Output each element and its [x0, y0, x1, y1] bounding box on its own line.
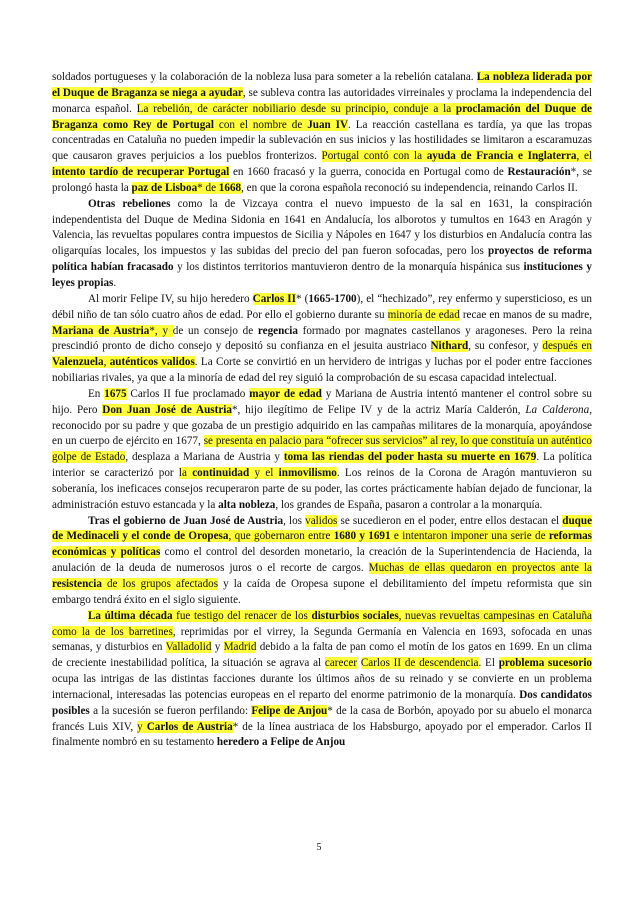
text-run: La Calderona [525, 403, 590, 416]
highlighted-text: , el [576, 150, 592, 163]
highlighted-text: intento tardío de recuperar Portugal [52, 166, 230, 179]
text-run: de un consejo de [172, 324, 258, 337]
highlighted-text: Muchas de ellas quedaron en proyectos ante la [368, 562, 592, 575]
text-run: y la caída de Oropesa supone el debilitamiento del ímpetu reformista que sin embargo tendrá éxito en el siglo siguiente. [52, 578, 593, 606]
text-run: y los distintos territorios mantuvieron dentro de la monarquía hispánica sus [173, 261, 524, 274]
text-run: . [113, 276, 117, 289]
highlighted-text: continuidad [192, 467, 250, 480]
page-number: 5 [316, 842, 322, 853]
text-run: *, se prolongó hasta la [52, 166, 593, 194]
text-run: . La política interior se caracterizó por [52, 451, 592, 480]
highlighted-text: resistencia [52, 578, 102, 590]
text-run: Al morir Felipe IV, su hijo heredero [88, 292, 253, 305]
text-run: instituciones y leyes propias [52, 261, 592, 289]
highlighted-text: paz de Lisboa [131, 181, 198, 194]
highlighted-text: se presenta en palacio para “ofrecer sus servicios” al rey, lo que constituía un auténtico golpe de Estado [52, 435, 592, 464]
highlighted-text: con el nombre de [213, 118, 308, 131]
highlighted-text: Portugal contó con la [321, 150, 427, 163]
highlighted-text: 1675 [104, 387, 127, 400]
text-run: en 1660 fracasó y la guerra, conocida en Portugal como de [229, 166, 508, 179]
text-run: Dos candidatos posibles [52, 688, 592, 717]
highlighted-text: problema sucesorio [498, 657, 592, 670]
text-run: como la de Vizcaya contra el nuevo impuesto de la sal en 1631, la conspiración independentista del Duque de Medina Sidonia en 1641 en Andalucía, los alborotos y tumultos en 1643 en Aragón y Valencia, las revueltas populares contra impuestos de Sicilia y Nápoles en 1647 y los disturbios en Andalucía contra las oligarquías locales, los impuestos y las subidas del precio del pan fueron sofocadas, pero los [52, 197, 593, 258]
text-run: * de la casa de Borbón, apoyado por su abuelo el monarca francés Luis XIV, [52, 704, 592, 733]
text-run: En [88, 387, 105, 400]
text-run: , los [283, 514, 306, 527]
text-run: . Los reinos de la Corona de Aragón mantuvieron su soberanía, los ineficaces consejos recuperaron parte de su poder, las cortes prácticamente habían dejado de funcionar, la administración estuvo estancada y la [52, 467, 592, 511]
text-run: * ( [295, 292, 309, 305]
text-run: , su confesor, y [468, 340, 543, 353]
highlighted-text: reformas económicas y políticas [52, 530, 593, 559]
highlighted-text: La nobleza liderada por el Duque de Braganza se niega a ayudar [52, 71, 592, 99]
text-run: Restauración [507, 166, 571, 179]
highlighted-text: Valenzuela [52, 356, 104, 369]
highlighted-text: inmovilismo [278, 467, 337, 480]
highlighted-text: validos [305, 514, 338, 527]
highlighted-text: La rebelión, de carácter nobiliario desde su principio, conduje a la [136, 102, 456, 115]
text-run: debido a la falta de pan como el motín de los gatos en 1699. En un clima de creciente inestabilidad política, la situación se agrava al [52, 641, 593, 670]
paragraph [52, 609, 592, 752]
highlighted-text: Valladolid [165, 641, 212, 654]
text-run: * de la línea austriaca de los Habsburgo, apoyado por el emperador. Carlos II finalmente nombró en su testamento [52, 720, 592, 749]
highlighted-text: Carlos II de descendencia [360, 657, 479, 670]
text-run: proyectos de reforma política habían fracasado [52, 245, 592, 274]
highlighted-text: Madrid [223, 641, 257, 654]
text-run: heredero a Felipe de Anjou [216, 736, 346, 749]
text-run: ), el “hechizado”, rey enfermo y supersticioso, es un débil niño de tan sólo cuatro años de edad. Por ello el gobierno durante su [52, 292, 592, 321]
highlighted-text: fue testigo del renacer de los [172, 609, 312, 622]
text-run: . El [478, 657, 499, 670]
highlighted-text: de los grupos afectados [101, 578, 219, 590]
highlighted-text: , nuevas revueltas campesinas en Cataluña como la de los barretines [52, 609, 592, 638]
text-run: . La reacción castellana es tardía, ya que las tropas concentradas en Cataluña no pueden impedir la sublevación en sus inicios y las hostilidades se limitaron a escaramuzas que causaron graves perjuicios a los pueblos fronterizos. [52, 118, 592, 163]
highlighted-text: * de [197, 181, 219, 194]
highlighted-text: y el [249, 467, 279, 480]
text-run: . La Corte se convirtió en un hervidero de intrigas y luchas por el poder entre facciones nobiliarias rivales, ya que a la minoría de edad del rey siguió la comprobación de su escasa capacidad intelectual. [52, 356, 592, 385]
highlighted-text: e intentaron imponer una serie de [390, 530, 549, 543]
paragraph [52, 70, 592, 197]
highlighted-text: mayor de edad [249, 387, 322, 400]
text-run: formado por magnates castellanos y aragoneses. Pero la reina prescindió pronto de dicho consejo y depositó su confianza en el jesuita austriaco [52, 324, 593, 353]
text-run: como el control del desorden monetario, la creación de la Superintendencia de Hacienda, la anulación de la deuda de numerosos juros o el recorte de cargos. [52, 546, 592, 575]
highlighted-text: Felipe de Anjou [251, 704, 328, 717]
text-run: regencia [257, 324, 298, 337]
body-text [52, 70, 592, 751]
highlighted-text: auténticos validos [109, 356, 195, 369]
highlighted-text: 1668 [218, 181, 242, 194]
highlighted-text: toma las riendas del poder hasta su muerte en 1679 [283, 451, 537, 464]
text-run: a la sucesión se fueron perfilando: [89, 704, 252, 717]
highlighted-text: 1680 y 1691 [333, 530, 391, 543]
paragraph [52, 514, 592, 609]
highlighted-text: Nithard [430, 340, 469, 353]
text-run: recae en manos de su madre, [459, 308, 592, 321]
paragraph [52, 387, 592, 514]
text-run: y Mariana de Austria intentó mantener el control sobre su hijo. Pero [52, 387, 592, 416]
text-run: 1665-1700 [308, 292, 357, 305]
text-run: , se subleva contra las autoridades virreinales y proclama la independencia del monarca español. [52, 86, 592, 115]
highlighted-text: la [178, 467, 193, 480]
highlighted-text: , [103, 356, 110, 369]
highlighted-text: duque de Medinaceli y el conde de Oropesa [52, 514, 593, 543]
highlighted-text: Carlos II [252, 292, 296, 305]
text-run: , reconocido por su padre y que gozaba de un prestigio adquirido en las campañas militares de la monarquía, apoyándose en un cuerpo de ejército en 1677, [52, 403, 592, 448]
text-run: y [211, 641, 224, 654]
highlighted-text: Don Juan José de Austria [102, 403, 232, 416]
highlighted-text: La última década [88, 609, 173, 622]
text-run: soldados portugueses y la colaboración de la nobleza lusa para someter a la rebelión catalana. [52, 71, 477, 83]
highlighted-text: después en [542, 340, 592, 353]
highlighted-text: *, y [149, 324, 173, 337]
highlighted-text: minoría de edad [387, 308, 460, 321]
text-run: se sucedieron en el poder, entre ellos destacan el [337, 514, 563, 527]
paragraph [52, 197, 592, 292]
text-run: , los grandes de España, pasaron a controlar a la monarquía. [275, 498, 543, 511]
highlighted-text: y [137, 720, 147, 733]
highlighted-text: carecer [324, 657, 358, 670]
text-run: alta nobleza [218, 498, 276, 511]
text-run: Tras el gobierno de Juan José de Austria [88, 514, 284, 527]
text-run: , reprimidas por el virrey, la Segunda Germanía en Valencia en 1693, sofocada en unas semanas, y disturbios en [52, 625, 592, 654]
highlighted-text: Mariana de Austria [52, 324, 150, 337]
highlighted-text: , que gobernaron entre [228, 530, 334, 543]
text-run: Otras rebeliones [88, 197, 171, 210]
text-run: Carlos II fue proclamado [126, 387, 250, 400]
highlighted-text: disturbios sociales [311, 609, 399, 622]
text-run: *, hijo ilegítimo de Felipe IV y de la actriz María Calderón, [231, 403, 526, 416]
text-run: , desplaza a Mariana de Austria y [125, 451, 284, 464]
text-run: , en que la corona española reconoció su independencia, reinando Carlos II. [241, 181, 578, 194]
text-run: ocupa las intrigas de las distintas facciones durante los últimos años de su reinado y se convierte en un problema internacional, interesadas las potencias europeas en el reparto del enorme patrimonio de la monarquía. [52, 673, 592, 701]
highlighted-text: proclamación del Duque de Braganza como Rey de Portugal [52, 102, 592, 131]
highlighted-text: Juan IV [307, 118, 349, 131]
highlighted-text: Carlos de Austria [146, 720, 233, 733]
paragraph [52, 292, 592, 387]
highlighted-text: ayuda de Francia e Inglaterra [426, 150, 577, 163]
